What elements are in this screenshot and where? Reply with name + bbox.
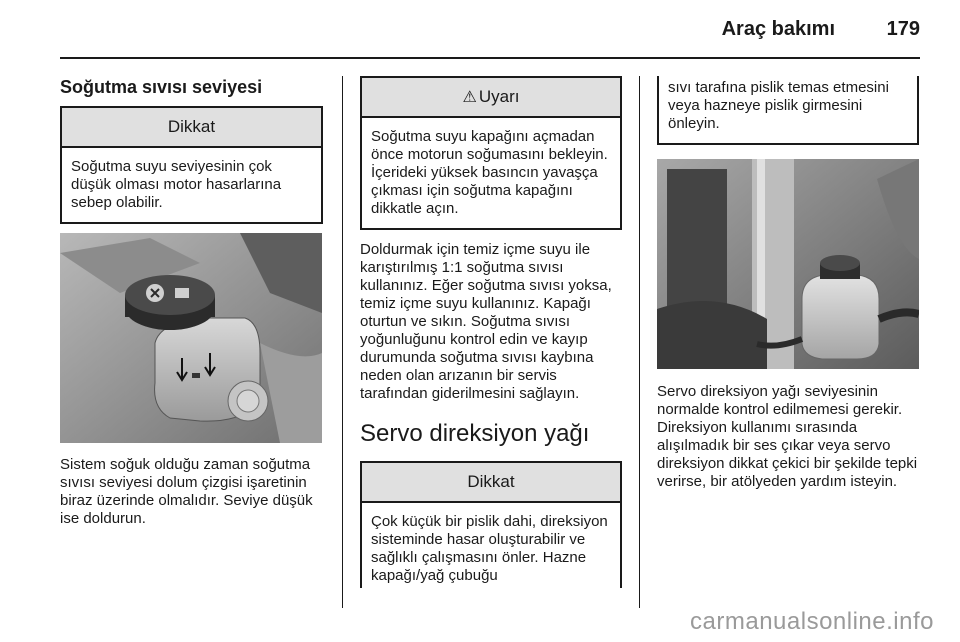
warning-title: Uyarı bbox=[478, 87, 520, 106]
caution-text: Çok küçük bir pislik dahi, direksiyon sisteminde hasar oluşturabilir ve sağlıklı çalışmasını önler. Hazne kapağı/yağ çubuğu bbox=[371, 513, 608, 584]
refill-instructions: Doldurmak için temiz içme suyu ile karıştırılmış 1:1 soğutma sıvısı kullanınız. Eğer soğutma sıvısı yoksa, temiz içme suyu kullanınız. Kapağı oturtun ve sıkın. Soğutma sıvısı yoğunluğunu kontrol edin ve kayıp durumunda soğutma sıvısı kaybına neden olan arızanın bir servis tarafından giderilmesini sağlayın. bbox=[360, 241, 612, 402]
column-divider bbox=[639, 76, 640, 608]
column-divider bbox=[342, 76, 343, 608]
page-number: 179 bbox=[886, 18, 920, 40]
column-1 bbox=[60, 76, 323, 528]
caution-box-steering bbox=[360, 461, 622, 588]
column-2 bbox=[360, 76, 622, 588]
caution-text: Soğutma suyu seviyesinin çok düşük olması motor hasarlarına sebep olabilir. bbox=[71, 158, 282, 211]
warning-triangle-icon: ⚠ bbox=[462, 89, 477, 106]
section-heading-coolant: Soğutma sıvısı seviyesi bbox=[60, 77, 263, 97]
warning-box bbox=[360, 76, 622, 230]
running-header-title: Araç bakımı bbox=[721, 18, 835, 40]
caution-title: Dikkat bbox=[362, 463, 620, 503]
section-heading-power-steering: Servo direksiyon yağı bbox=[360, 420, 590, 447]
caution-box-continued bbox=[657, 76, 919, 145]
header-rule bbox=[60, 57, 920, 59]
watermark: carmanualsonline.info bbox=[690, 608, 934, 635]
coolant-reservoir-photo bbox=[60, 233, 322, 443]
power-steering-text: Servo direksiyon yağı seviyesinin normalde kontrol edilmemesi gerekir. Direksiyon kullanımı sırasında alışılmadık bir ses çıkar veya servo direksiyon dikkat çekici bir şekilde tepki verirse, bir atölyeden yardım isteyin. bbox=[657, 383, 918, 490]
caution-text-continued: sıvı tarafına pislik temas etmesini veya hazneye pislik girmesini önleyin. bbox=[668, 79, 889, 132]
caution-box bbox=[60, 106, 323, 224]
column-3 bbox=[657, 76, 919, 491]
figure-caption: Sistem soğuk olduğu zaman soğutma sıvısı seviyesi dolum çizgisi işaretinin biraz üzerinde olmalıdır. Seviye düşük ise doldurun. bbox=[60, 456, 313, 527]
warning-text: Soğutma suyu kapağını açmadan önce motorun soğumasını bekleyin. İçerideki yüksek basıncın yavaşça çıkması için soğutma kapağını dikkatle açın. bbox=[371, 128, 608, 217]
power-steering-reservoir-photo bbox=[657, 159, 919, 369]
caution-title: Dikkat bbox=[62, 108, 321, 148]
